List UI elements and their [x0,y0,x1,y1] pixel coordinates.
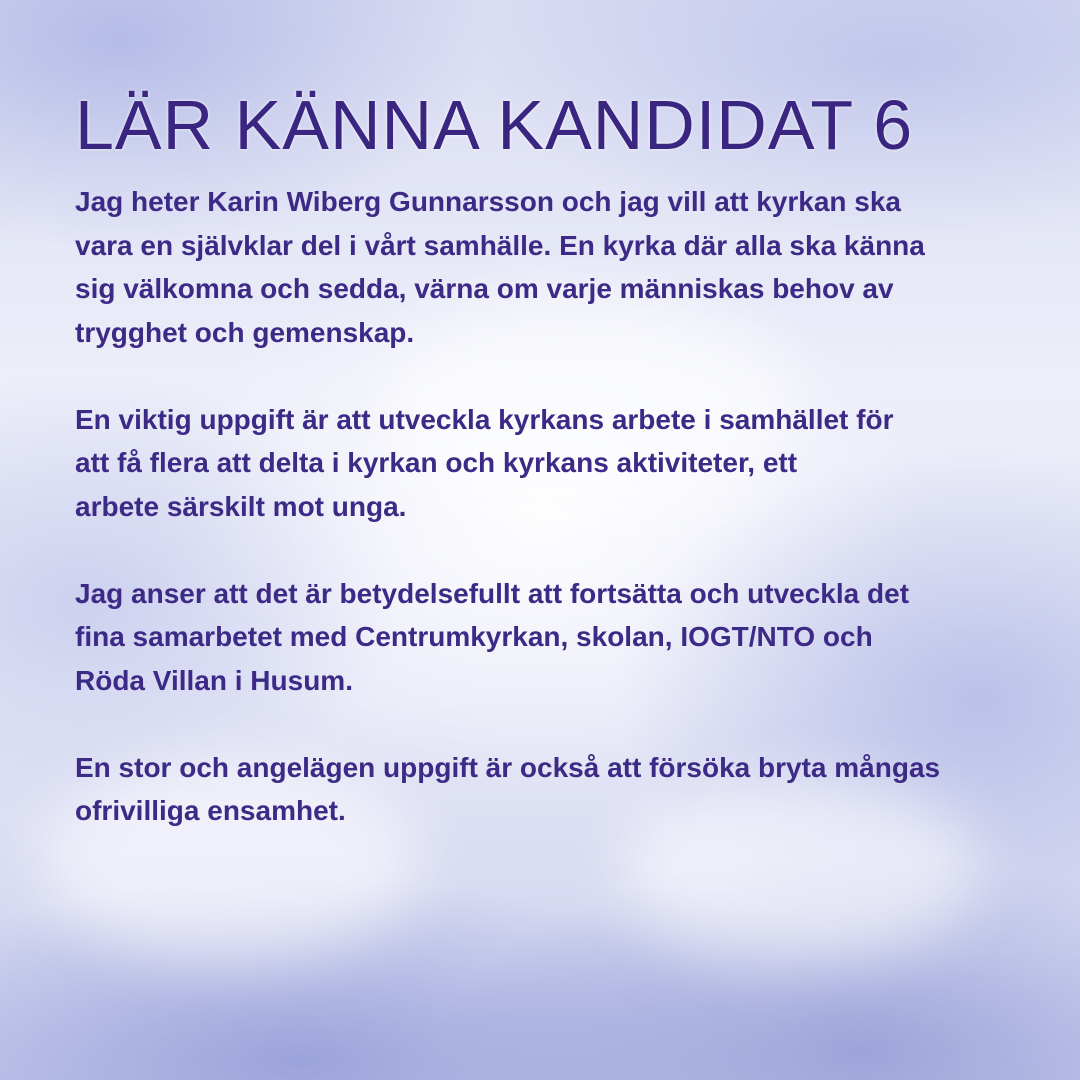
paragraph-mission: En viktig uppgift är att utveckla kyrkans arbete i samhället för att få flera att delta i kyrkan och kyrkans aktiviteter, ett arbete särskilt mot unga. [75,403,894,522]
paragraph-cooperation: Jag anser att det är betydelsefullt att fortsätta och utveckla det fina samarbetet med Centrumkyrkan, skolan, IOGT/NTO och Röda Villan i Husum. [75,577,910,696]
page-title: LÄR KÄNNA KANDIDAT 6 [75,86,914,164]
paragraph-intro: Jag heter Karin Wiberg Gunnarsson och jag vill att kyrkan ska vara en självklar del i vårt samhälle. En kyrka där alla ska känna sig välkomna och sedda, värna om varje människas behov av trygghet och gemenskap. [75,186,925,348]
candidate-card [75,80,1025,833]
paragraph-loneliness: En stor och angelägen uppgift är också att försöka bryta mångas ofrivilliga ensamhet. [75,751,941,826]
